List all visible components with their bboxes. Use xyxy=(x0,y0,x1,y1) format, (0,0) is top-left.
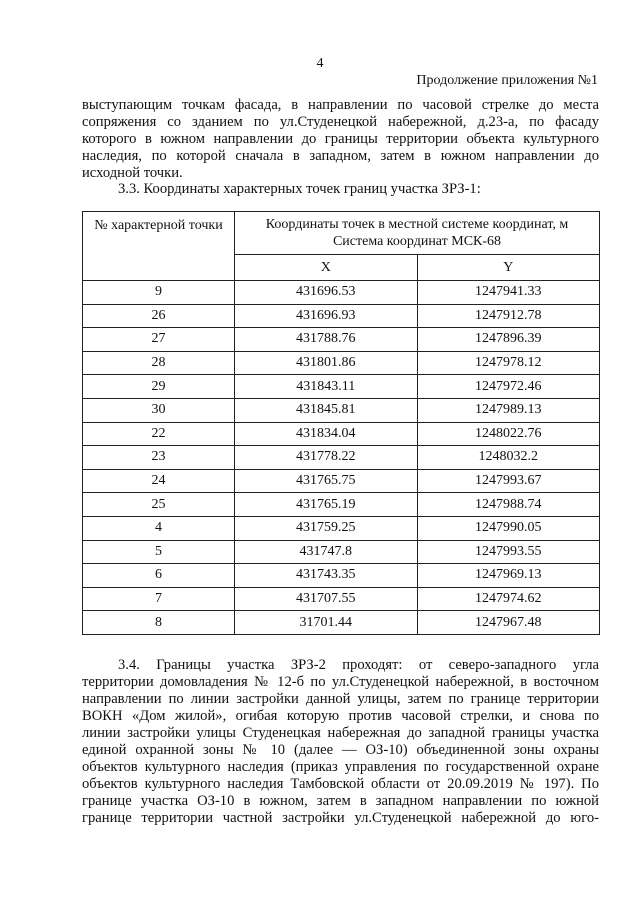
header-system-line-1: Координаты точек в местной системе координат, м xyxy=(265,217,569,232)
cell-x: 431765.19 xyxy=(235,493,418,517)
paragraph-line: территории домовладения № 12-б по ул.Студенецкой набережной, в восточном xyxy=(82,674,599,690)
table-row xyxy=(83,469,600,493)
cell-point-number: 22 xyxy=(83,422,235,446)
table-row xyxy=(83,446,600,470)
cell-y: 1247896.39 xyxy=(417,328,600,352)
table-row xyxy=(83,516,600,540)
section-heading: 3.3. Координаты характерных точек границ участка ЗРЗ-1: xyxy=(118,181,481,197)
page-number: 4 xyxy=(316,56,324,71)
paragraph-line: направлении по линии застройки данной улицы, затем по границе территории xyxy=(82,691,599,707)
cell-y: 1247967.48 xyxy=(417,611,600,635)
table-row xyxy=(83,611,600,635)
table-row xyxy=(83,328,600,352)
header-point-number: № характерной точки xyxy=(83,212,235,281)
paragraph-line: единой охранной зоны № 10 (далее — ОЗ-10) объединенной зоны охраны xyxy=(82,742,599,758)
cell-point-number: 23 xyxy=(83,446,235,470)
cell-y: 1248022.76 xyxy=(417,422,600,446)
cell-x: 431801.86 xyxy=(235,351,418,375)
paragraph-line: 3.4. Границы участка ЗРЗ-2 проходят: от северо-западного угла xyxy=(118,657,599,673)
cell-x: 431747.8 xyxy=(235,540,418,564)
cell-x: 431765.75 xyxy=(235,469,418,493)
paragraph-line: объектов культурного наследия (приказ управления по государственной охране xyxy=(82,759,599,775)
header-coordinate-system xyxy=(235,212,600,255)
cell-y: 1247993.55 xyxy=(417,540,600,564)
paragraph-line: линии застройки улицы Студенецкая набережная до западной границы участка xyxy=(82,725,599,741)
table-row xyxy=(83,398,600,422)
paragraph-line: выступающим точкам фасада, в направлении по часовой стрелке до места xyxy=(82,97,599,113)
paragraph-line: исходной точки. xyxy=(82,165,183,181)
table-row xyxy=(83,281,600,305)
cell-x: 431707.55 xyxy=(235,587,418,611)
cell-x: 431834.04 xyxy=(235,422,418,446)
cell-point-number: 26 xyxy=(83,304,235,328)
cell-point-number: 7 xyxy=(83,587,235,611)
cell-y: 1247989.13 xyxy=(417,398,600,422)
cell-x: 431743.35 xyxy=(235,564,418,588)
cell-point-number: 28 xyxy=(83,351,235,375)
coordinates-table xyxy=(82,211,600,635)
cell-x: 431843.11 xyxy=(235,375,418,399)
header-y: Y xyxy=(417,255,600,281)
cell-x: 431778.22 xyxy=(235,446,418,470)
table-row xyxy=(83,587,600,611)
cell-y: 1247912.78 xyxy=(417,304,600,328)
appendix-note: Продолжение приложения №1 xyxy=(416,73,598,88)
header-system-line-2: Система координат МСК-68 xyxy=(332,234,502,249)
cell-point-number: 9 xyxy=(83,281,235,305)
cell-x: 431788.76 xyxy=(235,328,418,352)
coordinates-table-body xyxy=(83,281,600,635)
cell-y: 1247941.33 xyxy=(417,281,600,305)
table-row xyxy=(83,351,600,375)
cell-y: 1247969.13 xyxy=(417,564,600,588)
cell-y: 1247990.05 xyxy=(417,516,600,540)
table-row xyxy=(83,493,600,517)
paragraph-section-3-4 xyxy=(82,657,599,827)
paragraph-line: которого в южном направлении до границы территории объекта культурного xyxy=(82,131,599,147)
cell-y: 1247974.62 xyxy=(417,587,600,611)
table-row xyxy=(83,375,600,399)
cell-y: 1247972.46 xyxy=(417,375,600,399)
cell-point-number: 24 xyxy=(83,469,235,493)
paragraph-continuation xyxy=(82,97,599,182)
paragraph-line: ВОКН «Дом жилой», огибая которую против часовой стрелки, и снова по xyxy=(82,708,599,724)
cell-x: 431696.93 xyxy=(235,304,418,328)
paragraph-line: сопряжения со зданием по ул.Студенецкой набережной, д.23-а, по фасаду xyxy=(82,114,599,130)
header-x: X xyxy=(235,255,418,281)
cell-x: 431759.25 xyxy=(235,516,418,540)
cell-point-number: 5 xyxy=(83,540,235,564)
cell-point-number: 25 xyxy=(83,493,235,517)
cell-x: 431845.81 xyxy=(235,398,418,422)
paragraph-line: границе участка ОЗ-10 в южном, затем в западном направлении по южной xyxy=(82,793,599,809)
table-row xyxy=(83,540,600,564)
cell-y: 1247978.12 xyxy=(417,351,600,375)
cell-y: 1247993.67 xyxy=(417,469,600,493)
cell-y: 1247988.74 xyxy=(417,493,600,517)
table-row xyxy=(83,422,600,446)
cell-point-number: 27 xyxy=(83,328,235,352)
paragraph-line: объектов культурного наследия Тамбовской области от 20.09.2019 № 197). По xyxy=(82,776,599,792)
cell-x: 31701.44 xyxy=(235,611,418,635)
cell-y: 1248032.2 xyxy=(417,446,600,470)
cell-point-number: 30 xyxy=(83,398,235,422)
cell-point-number: 8 xyxy=(83,611,235,635)
cell-point-number: 4 xyxy=(83,516,235,540)
cell-point-number: 29 xyxy=(83,375,235,399)
table-row xyxy=(83,304,600,328)
paragraph-line: границе территории частной застройки ул.Студенецкой набережной до юго- xyxy=(82,810,599,826)
paragraph-line: наследия, по которой сначала в западном, затем в южном направлении до xyxy=(82,148,599,164)
cell-point-number: 6 xyxy=(83,564,235,588)
table-row xyxy=(83,564,600,588)
cell-x: 431696.53 xyxy=(235,281,418,305)
